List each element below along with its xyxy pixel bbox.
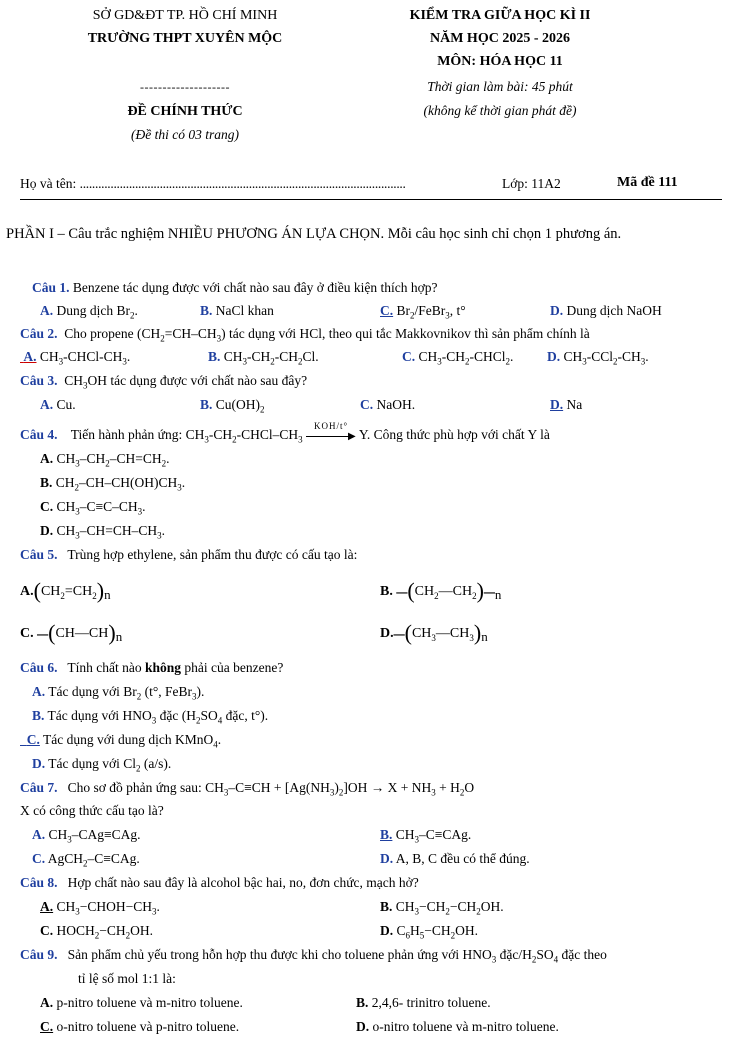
q9-option-d: D. o-nitro toluene và m-nitro toluene. [356, 1019, 559, 1034]
q1-option-b: B. NaCl khan [200, 303, 274, 318]
q2-option-a: A. $CH_3-CHCl-CH_3$. [23, 349, 131, 367]
q5-option-a: $A.(CH_2=CH_2)_n$ [20, 578, 111, 603]
q4-option-c: C. $CH_3-C\equiv C-CH_3$. [40, 499, 146, 517]
q6-option-c: C. Tác dụng với dung dịch KMnO$_4$. [26, 732, 222, 750]
q1-option-a: A. Dung dịch $Br_2$. [40, 303, 138, 321]
exam-code: Mã đề 111 [617, 175, 678, 190]
q2-option-b: B. $CH_3-CH_2-CH_2Cl$. [208, 349, 319, 367]
q3-option-b: B. $Cu(OH)_2$ [200, 397, 265, 415]
question-2: Câu 2. Cho propene $(CH_2=CH-CH_3)$ tác dụng với HCl, theo qui tắc Makkovnikov thì sản phẩm chính là [20, 326, 590, 344]
question-6: Câu 6. Tính chất nào không phải của benzene? [20, 660, 284, 675]
time-note: (không kể thời gian phát đề) [423, 103, 577, 118]
q8-option-b: B. $CH_3-CH_2-CH_2OH$. [380, 899, 504, 917]
q7-option-c: C. AgCH$_2$–C≡CAg. [32, 851, 140, 869]
question-8: Câu 8. Hợp chất nào sau đây là alcohol bậc hai, no, đơn chức, mạch hở? [20, 875, 419, 890]
q5-option-b: B. $-(CH_2—CH_2)-_n$ [380, 578, 502, 603]
q7-option-b: B. $CH_3-C\equiv CAg$. [380, 827, 472, 845]
q2-option-c: C. $CH_3-CH_2-CHCl_2$. [402, 349, 514, 367]
q5-option-d: $D.-(CH_3—CH_3)_n$ [380, 620, 488, 645]
section-heading: PHẦN I – Câu trắc nghiệm NHIỀU PHƯƠNG ÁN LỰA CHỌN. Mỗi câu học sinh chỉ chọn 1 phương án. [6, 226, 622, 242]
question-3: Câu 3. $CH_3OH$ tác dụng được với chất nào sau đây? [20, 373, 308, 391]
school-year: NĂM HỌC 2025 - 2026 [430, 31, 570, 46]
q3-option-a: A. Cu. [40, 397, 76, 412]
school-name: TRƯỜNG THPT XUYÊN MỘC [87, 31, 283, 46]
class-label: Lớp: 11A2 [502, 176, 561, 191]
q9-option-c: C. o-nitro toluene và p-nitro toluene. [40, 1019, 240, 1034]
q7-option-d: D. A, B, C đều có thể đúng. [380, 851, 530, 866]
q2-option-d: D. $CH_3-CCl_2-CH_3$. [547, 349, 649, 367]
question-7-line2: X có công thức cấu tạo là? [20, 803, 164, 818]
q4-option-a: A. $CH_3-CH_2-CH=CH_2$. [40, 451, 170, 469]
student-name-field: Họ và tên: .......................................................................................................... [20, 176, 406, 191]
q4-option-d: D. $CH_3-CH=CH-CH_3$. [40, 523, 166, 541]
q8-option-c: C. $HOCH_2-CH_2OH$. [40, 923, 154, 941]
page-count: (Đề thi có 03 trang) [131, 127, 239, 142]
question-1: Câu 1. Benzene tác dụng được với chất nào sau đây ở điều kiện thích hợp? [32, 280, 438, 295]
subject: MÔN: HÓA HỌC 11 [437, 54, 563, 69]
q5-option-c: C. $-(CH—CH)_n$ [20, 620, 123, 645]
q6-option-b: B. Tác dụng với $HNO_3$ đặc ($H_2SO_4$ đặc, t°). [32, 708, 269, 726]
question-5: Câu 5. Trùng hợp ethylene, sản phẩm thu được có cấu tạo là: [20, 547, 358, 562]
q1-option-c: C. $Br_2/FeBr_3$, t° [380, 303, 466, 321]
q3-option-d: D. Na [550, 397, 583, 412]
q9-option-b: B. 2,4,6- trinitro toluene. [356, 995, 491, 1010]
q6-option-a: A. Tác dụng với $Br_2$ (t°, FeBr$_3$). [32, 684, 205, 702]
reaction-arrow: KOH/t° ▶ [306, 429, 356, 443]
q3-option-c: C. NaOH. [360, 397, 416, 412]
q8-option-a: A. $CH_3-CHOH-CH_3$. [40, 899, 160, 917]
q4-option-b: B. $CH_2-CH-CH(OH)CH_3$. [40, 475, 186, 493]
exam-title: KIỂM TRA GIỮA HỌC KÌ II [409, 8, 591, 23]
question-7: Câu 7. Cho sơ đồ phản ứng sau: $CH_3-C\equiv CH + [Ag(NH_3)_2]OH \to X + NH_3 + H_2O$ [20, 780, 475, 798]
question-9: Câu 9. Sản phẩm chủ yếu trong hỗn hợp thu được khi cho toluene phản ứng với $HNO_3$ đặc/$H_2SO_4$ đặc theo [20, 947, 607, 965]
official-label: ĐỀ CHÍNH THỨC [127, 104, 243, 119]
department: SỞ GD&ĐT TP. HỒ CHÍ MINH [92, 8, 278, 23]
time-limit: Thời gian làm bài: 45 phút [427, 79, 573, 94]
divider-dashes: -------------------- [140, 80, 230, 94]
q6-option-d: D. Tác dụng với $Cl_2$ (a/s). [32, 756, 172, 774]
q9-option-a: A. p-nitro toluene và m-nitro toluene. [40, 995, 243, 1010]
question-4: Câu 4. Tiến hành phản ứng: $CH_3-CH_2-CHCl-CH_3$ KOH/t° ▶ Y. Công thức phù hợp với chất Y là [20, 420, 550, 445]
q1-option-d: D. Dung dịch NaOH [550, 303, 662, 318]
q7-option-a: A. $CH_3-CAg\equiv CAg$. [32, 827, 141, 845]
q8-option-d: D. $C_6H_5-CH_2OH$. [380, 923, 479, 941]
header-rule [20, 199, 722, 200]
question-9-line2: tỉ lệ số mol 1:1 là: [78, 971, 176, 986]
